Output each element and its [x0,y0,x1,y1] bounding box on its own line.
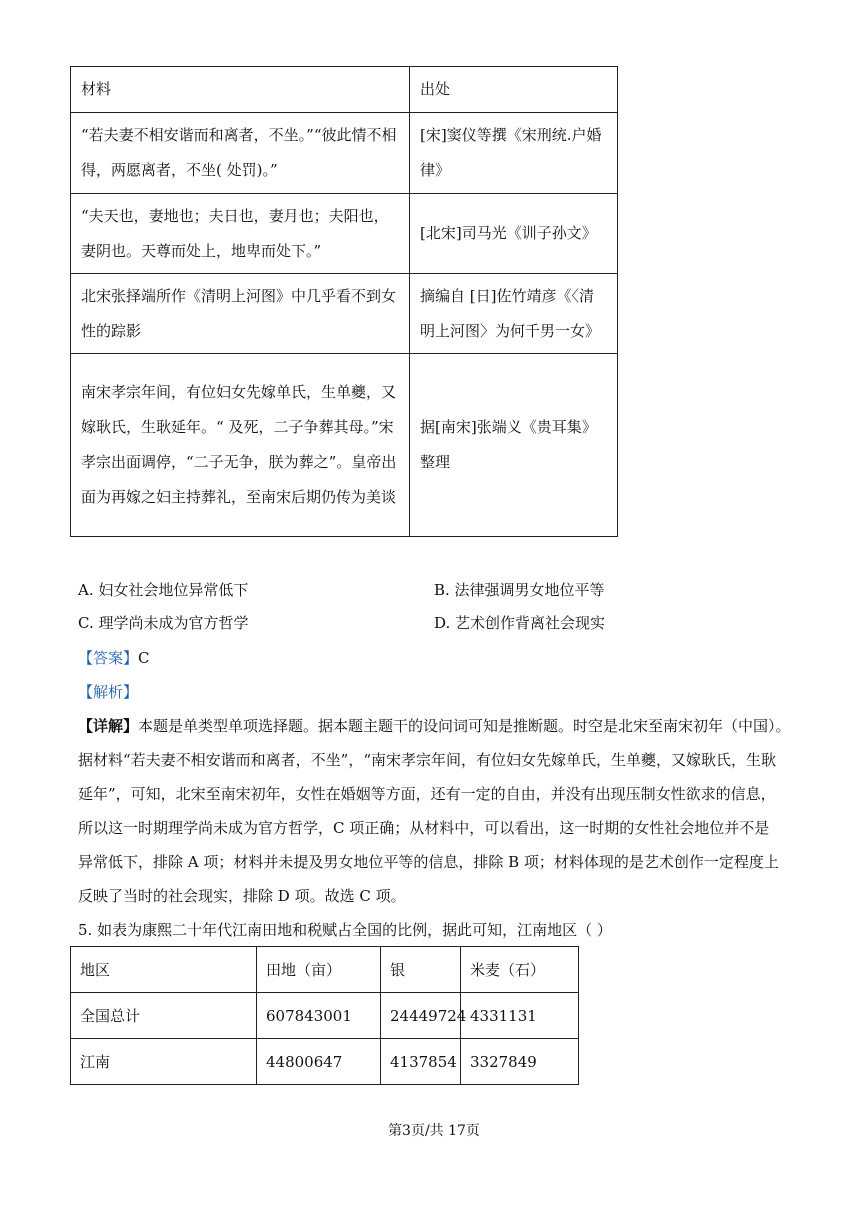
material-cell: “夫天也，妻地也；夫日也，妻月也；夫阳也，妻阴也。天尊而处上，地卑而处下。” [71,194,410,274]
table-header-row [71,67,618,113]
option-b: B. 法律强调男女地位平等 [434,581,605,599]
table-header-row [71,947,579,993]
table-row [71,194,618,274]
detail-label: 【详解】 [78,717,139,735]
detail-line [78,716,791,736]
question-5: 5. 如表为康熙二十年代江南田地和税赋占全国的比例，据此可知，江南地区（ ） [78,921,612,939]
material-cell: “若夫妻不相安谐而和离者，不坐。”“彼此情不相得，两愿离者，不坐( 处罚)。” [71,113,410,194]
material-cell: 北宋张择端所作《清明上河图》中几乎看不到女性的踪影 [71,274,410,354]
header-cell: 银 [381,947,461,993]
answer-label: 【答案】 [78,649,139,667]
table-cell: 全国总计 [71,993,257,1039]
table-row [71,113,618,194]
page-footer: 第3页/共 17页 [388,1123,480,1139]
analysis-line [78,682,138,702]
header-source: 出处 [410,67,618,113]
materials-table [70,66,618,537]
source-cell: [北宋]司马光《训子孙文》 [410,194,618,274]
table-cell: 44800647 [257,1039,381,1085]
table-cell: 4137854 [381,1039,461,1085]
header-cell: 田地（亩） [257,947,381,993]
detail-line: 据材料“若夫妻不相安谐而和离者，不坐”，“南宋孝宗年间，有位妇女先嫁单氏，生单夔，又嫁耿氏，生耿 [78,751,777,769]
answer-line [78,648,150,668]
detail-line: 所以这一时期理学尚未成为官方哲学，C 项正确；从材料中，可以看出，这一时期的女性社会地位并不是 [78,819,770,837]
source-cell: 据[南宋]张端义《贵耳集》整理 [410,354,618,537]
table-cell: 607843001 [257,993,381,1039]
table-cell: 24449724 [381,993,461,1039]
source-cell: 摘编自 [日]佐竹靖彦《〈清明上河图〉为何千男一女》 [410,274,618,354]
header-material: 材料 [71,67,410,113]
detail-line: 延年”，可知，北宋至南宋初年，女性在婚姻等方面，还有一定的自由，并没有出现压制女性欲求的信息， [78,785,776,803]
option-d: D. 艺术创作背离社会现实 [434,614,606,632]
option-a: A. 妇女社会地位异常低下 [78,581,249,599]
table-cell: 3327849 [461,1039,579,1085]
detail-line: 反映了当时的社会现实，排除 D 项。故选 C 项。 [78,887,406,905]
table-row [71,993,579,1039]
table-cell: 4331131 [461,993,579,1039]
material-cell: 南宋孝宗年间，有位妇女先嫁单氏，生单夔，又嫁耿氏，生耿延年。“ 及死，二子争葬其母。”宋孝宗出面调停，“二子无争，朕为葬之”。皇帝出面为再嫁之妇主持葬礼，至南宋后期仍传为美谈 [71,354,410,537]
header-cell: 米麦（石） [461,947,579,993]
table-row [71,354,618,537]
tax-table [70,946,579,1085]
table-row [71,1039,579,1085]
detail-line: 异常低下，排除 A 项；材料并未提及男女地位平等的信息，排除 B 项；材料体现的是艺术创作一定程度上 [78,853,779,871]
detail-text: 本题是单类型单项选择题。据本题主题干的设问词可知是推断题。时空是北宋至南宋初年（中国）。 [138,717,791,735]
option-c: C. 理学尚未成为官方哲学 [78,614,249,632]
table-cell: 江南 [71,1039,257,1085]
header-cell: 地区 [71,947,257,993]
answer-value: C [138,649,150,667]
source-cell: [宋]窦仪等撰《宋刑统.户婚律》 [410,113,618,194]
table-row [71,274,618,354]
analysis-label: 【解析】 [78,683,139,701]
